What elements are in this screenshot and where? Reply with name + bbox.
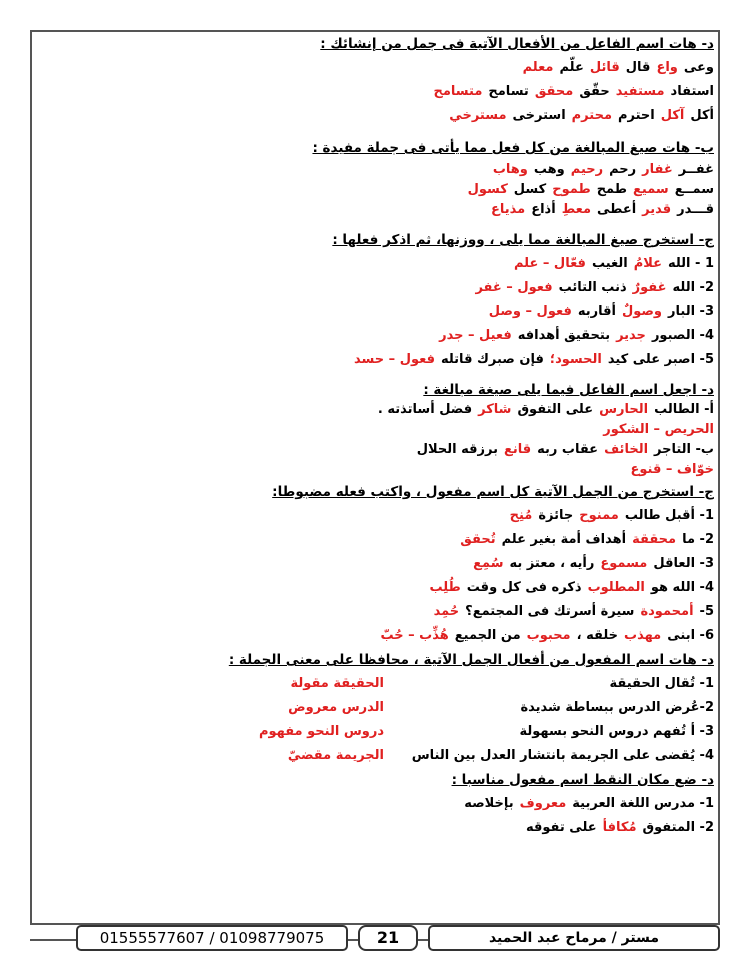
exercise-row [44,744,714,768]
exercise-row [44,200,714,220]
answer-word: هُذِّب – حُبّ [380,628,449,643]
answer-word: فعّال – علم [513,256,586,271]
answer-text: الدرس معروض [288,700,384,715]
exercise-list [44,400,714,480]
teacher-name: مستر / مرماح عبد الحميد [428,925,720,951]
question-text: 3- أ تُفهم دروس النحو بسهولة [519,724,714,739]
section-heading: ج- استخرج صيغ المبالغة مما يلى ، ووزنها، ثم اذكر فعلها : [332,232,714,248]
answer-text: دروس النحو مفهوم [258,724,384,739]
sentence-text: ب- التاجر [654,442,714,457]
sentence-text: سيرة أسرتك فى المجتمع؟ [465,604,635,619]
answer-word: علامُ [633,256,662,271]
page-number: 21 [358,925,418,951]
sentence-text: احترم [618,108,655,123]
answer-word: متسامح [433,84,483,99]
exercise-list [44,56,714,128]
answer-word: مستفيد [615,84,665,99]
question-text: 2-عُرض الدرس ببساطة شديدة [520,700,714,715]
answer-word: خوّاف – قنوع [630,462,714,477]
answer-word: حُمِد [433,604,460,619]
page-footer [30,925,720,953]
sentence-text: أقاربه [577,304,616,319]
answer-word: محققة [632,532,677,547]
answer-word: قدير [642,202,672,217]
sentence-text: أ- الطالب [654,402,714,417]
sentence-text: استرخى [512,108,566,123]
answer-word: سُمِع [473,556,504,571]
answer-word: غفار [642,162,673,177]
answer-word: محقق [534,84,574,99]
answer-word: سميع [633,182,669,197]
worksheet [44,32,714,840]
answer-word: ممنوح [579,508,619,523]
question-text: 1- تُقال الحقيقة [609,676,714,691]
answer-word: مسترخي [449,108,507,123]
exercise-list [44,160,714,220]
exercise-row [44,460,714,480]
answer-word: طُلِب [429,580,461,595]
sentence-text: فإن صبرك قاتله [440,352,544,367]
exercise-row [44,528,714,552]
footer-rule [30,939,78,941]
sentence-text: على التفوق [517,402,594,417]
exercise-row [44,672,714,696]
answer-word: الحريص – الشكور [603,422,714,437]
exercise-row [44,792,714,816]
sentence-text: رحم [609,162,637,177]
sentence-text: قال [625,60,651,75]
sentence-text: 3- العاقل [653,556,714,571]
answer-word: جدير [616,328,646,343]
exercise-row [44,348,714,372]
exercise-row [44,816,714,840]
answer-word: واع [656,60,678,75]
exercise-row [44,576,714,600]
answer-text: الحقيقة مقولة [290,676,384,691]
sentence-text: 1- أقبل طالب [624,508,714,523]
answer-word: الحارس [599,402,649,417]
answer-word: فعيل – جدر [439,328,512,343]
sentence-text: طمح [596,182,628,197]
exercise-list [44,252,714,372]
phone-numbers: 01555577607 / 01098779075 [76,925,348,951]
sentence-text: من الجميع [454,628,521,643]
sentence-text: سمــع [674,182,714,197]
exercise-row [44,420,714,440]
answer-word: مُنِح [509,508,533,523]
sentence-text: 1 - الله [667,256,714,271]
sentence-text: تسامح [488,84,529,99]
sentence-text: فضل أساتذته . [377,402,473,417]
section-heading: ب- هات صيغ المبالغة من كل فعل مما يأتى فى جملة مفيدة : [312,140,714,156]
question-text: 4- يُقضى على الجريمة بانتشار العدل بين الناس [411,748,714,763]
answer-word: رحيم [570,162,604,177]
answer-word: غفورٌ [632,280,667,295]
sentence-text: الغيب [591,256,628,271]
exercise-row [44,552,714,576]
sentence-text: ذنب التائب [558,280,627,295]
answer-word: محترم [571,108,612,123]
answer-word: مُكافأ [602,820,637,835]
sentence-text: 5- اصبر على كيد [607,352,714,367]
answer-word: فعول – حسد [354,352,435,367]
sentence-text: 5- [699,604,714,619]
sentence-text: 4- الصبور [651,328,714,343]
sentence-text: أعطى [597,202,637,217]
exercise-row [44,160,714,180]
sentence-text: كسل [513,182,547,197]
exercise-row [44,56,714,80]
exercise-row [44,180,714,200]
sentence-text: 6- ابنى [667,628,714,643]
exercise-row [44,80,714,104]
answer-word: مهذب [624,628,662,643]
answer-word: الحسود؛ [549,352,602,367]
sentence-text: غفــر [678,162,714,177]
answer-text: الجريمة مقضيّ [287,748,384,763]
answer-word: طموح [552,182,591,197]
section-heading: د- اجعل اسم الفاعل فيما يلى صيغة مبالغة : [423,382,714,398]
sentence-text: بتحقيق أهدافه [517,328,611,343]
answer-word: الخائف [604,442,649,457]
exercise-row [44,504,714,528]
exercise-row [44,276,714,300]
exercise-row [44,440,714,460]
sentence-text: 2- الله [672,280,714,295]
section-heading: د- هات اسم المفعول من أفعال الجمل الآتية ، محافظا على معنى الجملة : [228,652,714,668]
answer-word: مسموع [600,556,648,571]
sentence-text: وهب [533,162,565,177]
exercise-row [44,624,714,648]
sentence-text: جائزة [538,508,574,523]
section-heading: د- ضع مكان النقط اسم مفعول مناسبا : [451,772,714,788]
sentence-text: وعى [683,60,714,75]
sentence-text: حقّق [579,84,610,99]
exercise-row [44,104,714,128]
exercise-list [44,792,714,840]
sentence-text: 3- البار [668,304,714,319]
answer-word: وهاب [492,162,528,177]
answer-word: معلم [522,60,554,75]
section-heading: ج- استخرج من الجمل الآتية كل اسم مفعول ، واكتب فعله مضبوطا: [272,484,714,500]
sentence-text: قـــدر [677,202,714,217]
exercise-row [44,300,714,324]
answer-word: قائل [589,60,620,75]
answer-word: فعول – غفر [475,280,553,295]
answer-word: فعول – وصل [488,304,572,319]
answer-word: محبوب [526,628,571,643]
answer-word: وصولٌ [621,304,663,319]
sentence-text: خلقه ، [576,628,619,643]
answer-word: شاكر [478,402,512,417]
exercise-row [44,696,714,720]
sentence-text: عقاب ربه [537,442,599,457]
sentence-text: 2- المتفوق [642,820,714,835]
answer-word: كسول [467,182,508,197]
answer-word: قانع [503,442,532,457]
sentence-text: 1- مدرس اللغة العربية [572,796,714,811]
exercise-row [44,720,714,744]
answer-word: معروف [519,796,567,811]
sentence-text: علّم [559,60,584,75]
answer-word: مذياع [491,202,526,217]
sentence-text: أهداف أمة بغير علم [501,532,627,547]
sentence-text: ذكره فى كل وقت [466,580,582,595]
sentence-text: أذاع [531,202,556,217]
answer-word: آكل [660,108,685,123]
sentence-text: بإخلاصه [464,796,514,811]
answer-word: معطِ [561,202,591,217]
exercise-list [44,504,714,648]
sentence-text: أكل [690,108,714,123]
sentence-text: استفاد [670,84,714,99]
sentence-text: رأيه ، معتز به [509,556,595,571]
exercise-row [44,252,714,276]
exercise-list [44,672,714,768]
answer-word: تُحقق [460,532,496,547]
sentence-text: 2- ما [682,532,714,547]
sentence-text: 4- الله هو [650,580,714,595]
exercise-row [44,400,714,420]
exercise-row [44,324,714,348]
sentence-text: برزقه الحلال [416,442,498,457]
answer-word: أمحمودة [640,604,694,619]
answer-word: المطلوب [587,580,645,595]
section-heading: د- هات اسم الفاعل من الأفعال الآتية فى جمل من إنشائك : [320,36,714,52]
exercise-row [44,600,714,624]
sentence-text: على تفوقه [525,820,597,835]
